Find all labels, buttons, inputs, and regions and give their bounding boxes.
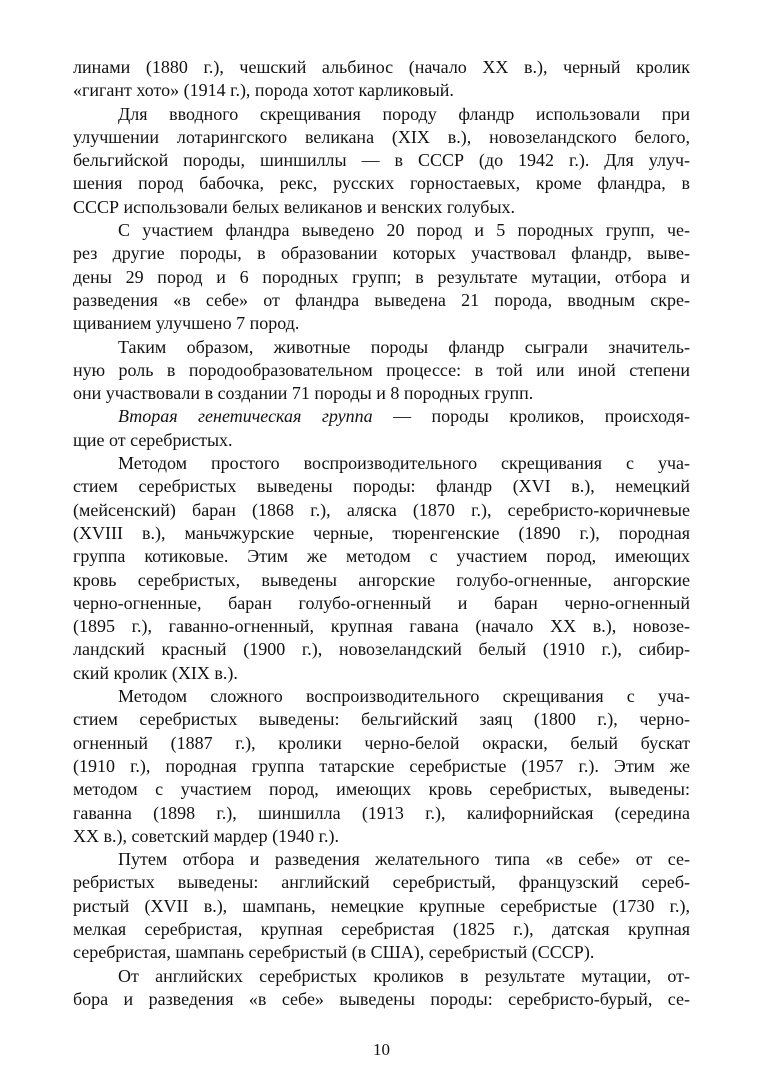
line-text: — породы кроликов, происходя-: [372, 406, 690, 427]
italic-lead: Вторая генетическая группа: [118, 406, 373, 427]
text-line: [73, 615, 690, 638]
text-line: [73, 336, 690, 359]
page-number: 10: [373, 1040, 390, 1059]
line-text: бельгийской породы, шиншиллы — в СССР (до 1942 г.). Для улуч-: [73, 150, 690, 171]
text-line: [73, 732, 690, 755]
line-text: кровь серебристых, выведены ангорские голубо-огненные, ангорские: [73, 569, 690, 590]
text-line: [73, 242, 690, 265]
line-text: (1910 г.), породная группа татарские серебристые (1957 г.). Этим же: [73, 755, 690, 776]
line-text: группа котиковые. Этим же методом с участием пород, имеющих: [73, 546, 690, 567]
line-text: щиванием улучшено 7 пород.: [73, 313, 300, 334]
text-line: [73, 382, 690, 405]
line-text: огненный (1887 г.), кролики черно-белой окраски, белый бускат: [73, 732, 690, 753]
paragraph: [73, 56, 690, 103]
text-line: [73, 708, 690, 731]
paragraph: [73, 452, 690, 685]
line-text: ский кролик (XIX в.).: [73, 662, 238, 683]
line-text: (XVIII в.), маньчжурские черные, тюренгенские (1890 г.), породная: [73, 522, 690, 543]
line-text: мелкая серебристая, крупная серебристая (1825 г.), датская крупная: [73, 918, 690, 939]
line-text: методом с участием пород, имеющих кровь серебристых, выведены:: [73, 779, 690, 800]
text-line: [73, 545, 690, 568]
text-line: [73, 56, 690, 79]
line-text: ребристых выведены: английский серебристый, французский сереб-: [73, 872, 690, 893]
text-line: [73, 941, 690, 964]
text-line: [73, 802, 690, 825]
text-line: [73, 918, 690, 941]
text-line: [73, 266, 690, 289]
paragraph: [73, 685, 690, 848]
text-line: [73, 429, 690, 452]
text-line: [73, 848, 690, 871]
text-line: [73, 592, 690, 615]
text-line: [73, 895, 690, 918]
line-text: XX в.), советский мардер (1940 г.).: [73, 825, 339, 846]
line-text: они участвовали в создании 71 породы и 8 породных групп.: [73, 383, 534, 404]
page-body: [73, 56, 690, 1011]
line-text: щие от серебристых.: [73, 429, 233, 450]
text-line: [73, 871, 690, 894]
paragraph: [73, 848, 690, 964]
text-line: [73, 825, 690, 848]
line-text: (мейсенский) баран (1868 г.), аляска (1870 г.), серебристо-коричневые: [73, 499, 690, 520]
line-text: ную роль в породообразовательном процессе: в той или иной степени: [73, 359, 690, 380]
line-text: Путем отбора и разведения желательного типа «в себе» от се-: [118, 849, 690, 870]
text-line: [73, 126, 690, 149]
line-text: СССР использовали белых великанов и венских голубых.: [73, 196, 516, 217]
text-line: [73, 569, 690, 592]
line-text: рез другие породы, в образовании которых участвовал фландр, выве-: [73, 243, 690, 264]
paragraph: [73, 965, 690, 1012]
line-text: Методом простого воспроизводительного скрещивания с уча-: [118, 453, 690, 474]
text-line: [73, 755, 690, 778]
text-line: [73, 452, 690, 475]
text-line: [73, 289, 690, 312]
text-line: [73, 499, 690, 522]
text-line: [73, 149, 690, 172]
line-text: Методом сложного воспроизводительного скрещивания с уча-: [118, 686, 690, 707]
text-line: [73, 405, 690, 428]
text-line: [73, 475, 690, 498]
line-text: серебристая, шампань серебристый (в США), серебристый (СССР).: [73, 942, 595, 963]
text-line: [73, 172, 690, 195]
line-text: ристый (XVII в.), шампань, немецкие крупные серебристые (1730 г.),: [73, 895, 690, 916]
paragraph: [73, 336, 690, 406]
line-text: Таким образом, животные породы фландр сыграли значитель-: [118, 336, 690, 357]
line-text: разведения «в себе» от фландра выведена 21 порода, вводным скре-: [73, 289, 690, 310]
text-line: [73, 103, 690, 126]
paragraph: [73, 219, 690, 335]
text-line: [73, 196, 690, 219]
line-text: линами (1880 г.), чешский альбинос (начало XX в.), черный кролик: [73, 57, 690, 77]
line-text: улучшении лотарингского великана (XIX в.), новозеландского белого,: [73, 126, 690, 147]
line-text: шения пород бабочка, рекс, русских горностаевых, кроме фландра, в: [73, 173, 690, 194]
text-line: [73, 638, 690, 661]
line-text: черно-огненные, баран голубо-огненный и баран черно-огненный: [73, 592, 690, 613]
line-text: стием серебристых выведены породы: фландр (XVI в.), немецкий: [73, 476, 690, 497]
line-text: Для вводного скрещивания породу фландр использовали при: [118, 103, 690, 124]
line-text: ландский красный (1900 г.), новозеландский белый (1910 г.), сибир-: [73, 639, 690, 660]
line-text: гаванна (1898 г.), шиншилла (1913 г.), калифорнийская (середина: [73, 802, 690, 823]
text-line: [73, 685, 690, 708]
line-text: «гигант хото» (1914 г.), порода хотот карликовый.: [73, 80, 454, 101]
text-line: [73, 965, 690, 988]
text-line: [73, 662, 690, 685]
text-line: [73, 359, 690, 382]
paragraph: [73, 103, 690, 219]
text-line: [73, 79, 690, 102]
text-line: [73, 778, 690, 801]
line-text: С участием фландра выведено 20 пород и 5 породных групп, че-: [118, 220, 690, 241]
text-line: [73, 988, 690, 1011]
line-text: стием серебристых выведены: бельгийский заяц (1800 г.), черно-: [73, 709, 690, 730]
line-text: От английских серебристых кроликов в результате мутации, от-: [118, 965, 690, 986]
line-text: (1895 г.), гаванно-огненный, крупная гавана (начало XX в.), новозе-: [73, 616, 690, 637]
line-text: бора и разведения «в себе» выведены породы: серебристо-бурый, се-: [73, 988, 690, 1009]
text-line: [73, 522, 690, 545]
text-line: [73, 312, 690, 335]
paragraph: [73, 405, 690, 452]
line-text: дены 29 пород и 6 породных групп; в результате мутации, отбора и: [73, 266, 690, 287]
text-line: [73, 219, 690, 242]
